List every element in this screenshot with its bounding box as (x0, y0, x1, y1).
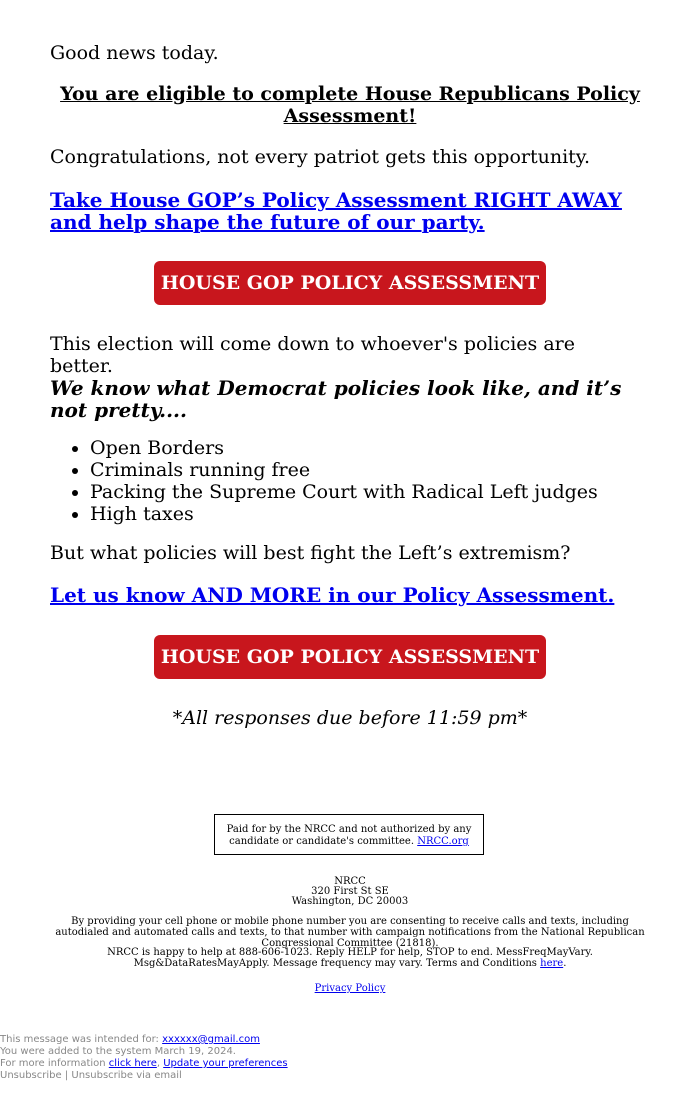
intended-line (0, 1034, 288, 1046)
added-line: You were added to the system March 19, 2024. (0, 1046, 236, 1057)
more-info-line: For more information click here, Update your preferences (0, 1058, 288, 1069)
terms-link[interactable]: here (540, 958, 564, 969)
privacy-policy-link[interactable]: Privacy Policy (314, 983, 386, 994)
unsubscribe-link[interactable]: Unsubscribe (0, 1070, 62, 1081)
list-item: • Open Borders (90, 437, 598, 459)
congrats-text: Congratulations, not every patriot gets this opportunity. (50, 146, 591, 168)
election-text: This election will come down to whoever's policies are better. (50, 333, 575, 377)
assessment-link-1[interactable]: Take House GOP’s Policy Assessment RIGHT AWAY and help shape the future of our party. (50, 188, 622, 234)
recipient-meta (0, 1034, 288, 1082)
democrat-policies-heading: We know what Democrat policies look like, and it’s not pretty.... (50, 376, 622, 422)
click-here-link[interactable]: click here (108, 1058, 157, 1069)
intended-prefix: This message was intended for: (0, 1034, 159, 1045)
nrcc-link[interactable]: NRCC.org (417, 836, 469, 847)
assessment-button-1[interactable]: HOUSE GOP POLICY ASSESSMENT (154, 261, 546, 305)
more-info-prefix: For more information (0, 1058, 106, 1069)
recipient-email-link[interactable]: xxxxxx@gmail.com (162, 1034, 260, 1045)
policy-list (50, 437, 598, 525)
deadline-text: *All responses due before 11:59 pm* (172, 707, 528, 729)
question-text: But what policies will best fight the Left’s extremism? (50, 542, 571, 564)
update-preferences-link[interactable]: Update your preferences (163, 1058, 288, 1069)
greeting-text: Good news today. (50, 42, 219, 64)
org-name: NRCC (334, 876, 366, 887)
sms-consent-text: By providing your cell phone or mobile phone number you are consenting to receive calls and texts, including autodialed and automated calls and texts, to that number with campaign notifications from the National Republican Congressional Committee (21818). (55, 916, 645, 949)
list-item: • Criminals running free (90, 459, 598, 481)
mailing-address (0, 877, 700, 907)
unsubscribe-line: Unsubscribe | Unsubscribe via email (0, 1070, 182, 1081)
sms-help-text: NRCC is happy to help at 888-606-1023. Reply HELP for help, STOP to end. MessFreqMayVary. Msg&DataRatesMayApply. Message frequency may vary. Terms and Conditions here. (107, 947, 593, 969)
privacy-section (0, 983, 700, 994)
assessment-link-2[interactable]: Let us know AND MORE in our Policy Assessment. (50, 583, 615, 607)
assessment-button-2[interactable]: HOUSE GOP POLICY ASSESSMENT (154, 635, 546, 679)
help-text: NRCC is happy to help at 888-606-1023. Reply HELP for help, STOP to end. MessFreqMayVary. Msg&DataRatesMayApply. Message frequency may vary. Terms and Conditions (107, 947, 593, 969)
paid-for-disclaimer (214, 814, 484, 855)
paid-for-text: Paid for by the NRCC and not authorized by any candidate or candidate's committee. (226, 824, 472, 847)
unsubscribe-email-link[interactable]: Unsubscribe via email (71, 1070, 182, 1081)
city-address: Washington, DC 20003 (291, 896, 409, 907)
list-item: • Packing the Supreme Court with Radical Left judges (90, 481, 598, 503)
list-item: • High taxes (90, 503, 598, 525)
assessment-link-paragraph-2 (50, 584, 614, 606)
headline: You are eligible to complete House Republicans Policy Assessment! (60, 83, 640, 127)
street-address: 320 First St SE (311, 886, 389, 897)
assessment-link-paragraph (50, 189, 650, 233)
